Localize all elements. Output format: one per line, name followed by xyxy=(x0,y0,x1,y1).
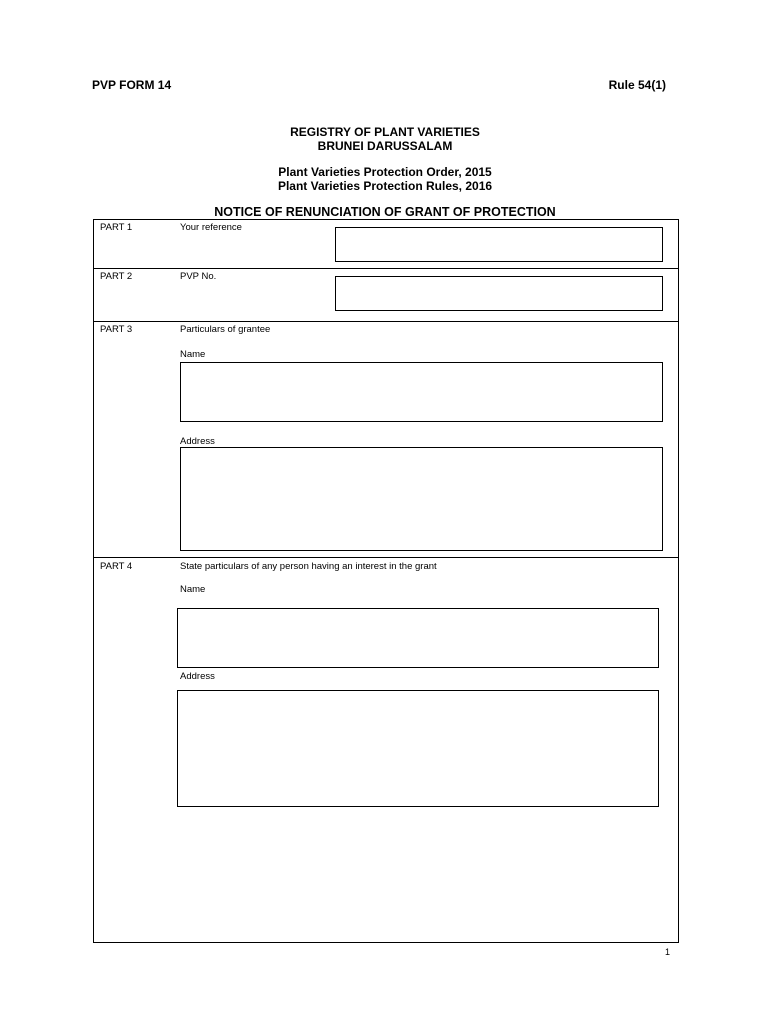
interested-name-label: Name xyxy=(180,584,206,595)
part4-label: PART 4 xyxy=(100,561,133,572)
table-bottom-border xyxy=(93,942,679,943)
table-left-border xyxy=(93,219,94,942)
order-title: Plant Varieties Protection Order, 2015 xyxy=(278,165,492,179)
your-reference-field[interactable] xyxy=(335,227,663,262)
table-right-border xyxy=(678,219,679,942)
registry-title: REGISTRY OF PLANT VARIETIES xyxy=(290,125,480,139)
row-divider-2 xyxy=(93,321,679,322)
grantee-name-label: Name xyxy=(180,349,206,360)
country-title: BRUNEI DARUSSALAM xyxy=(317,139,453,153)
row-divider-1 xyxy=(93,268,679,269)
grantee-name-field[interactable] xyxy=(180,362,663,422)
page-number: 1 xyxy=(664,947,670,957)
your-reference-label: Your reference xyxy=(180,222,242,233)
rule-reference: Rule 54(1) xyxy=(608,78,666,92)
interested-address-label: Address xyxy=(180,671,215,682)
table-top-border xyxy=(93,219,679,220)
notice-title: NOTICE OF RENUNCIATION OF GRANT OF PROTECTION xyxy=(214,205,556,219)
part2-label: PART 2 xyxy=(100,271,133,282)
interested-name-field[interactable] xyxy=(177,608,659,668)
grantee-heading: Particulars of grantee xyxy=(180,324,271,335)
pvp-no-field[interactable] xyxy=(335,276,663,311)
pvp-no-label: PVP No. xyxy=(180,271,217,282)
form-number: PVP FORM 14 xyxy=(92,78,172,92)
part3-label: PART 3 xyxy=(100,324,133,335)
grantee-address-field[interactable] xyxy=(180,447,663,551)
interested-person-heading: State particulars of any person having an interest in the grant xyxy=(180,561,437,572)
row-divider-3 xyxy=(93,557,679,558)
interested-address-field[interactable] xyxy=(177,690,659,807)
rules-title: Plant Varieties Protection Rules, 2016 xyxy=(277,179,493,193)
part1-label: PART 1 xyxy=(100,222,133,233)
grantee-address-label: Address xyxy=(180,436,215,447)
